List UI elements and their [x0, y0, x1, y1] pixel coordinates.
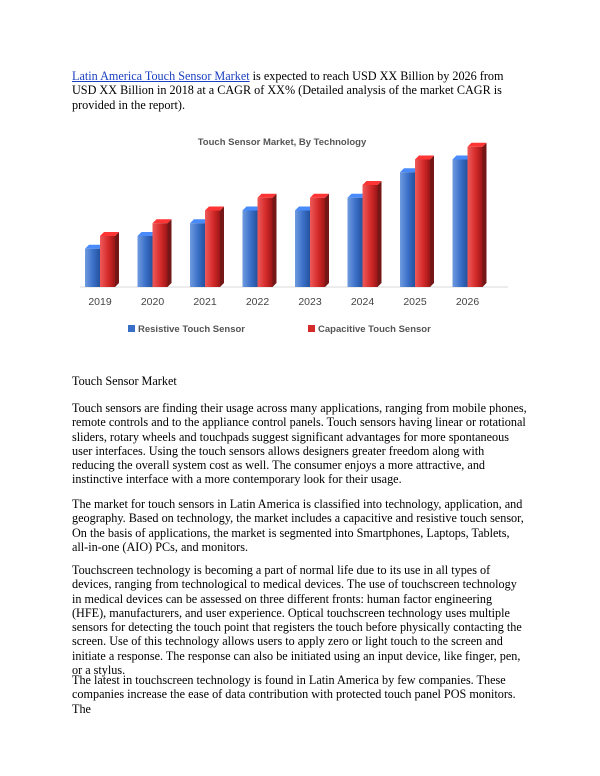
- bar-capacitive-2021: [205, 207, 224, 288]
- x-tick-labels: [88, 296, 479, 308]
- bar-capacitive-2019: [100, 232, 119, 287]
- bar-group: [85, 143, 487, 287]
- bar-capacitive-2022: [258, 194, 277, 287]
- paragraph-3: Touchscreen technology is becoming a part of normal life due to its use in all types of devices, ranging from technological to medical devices. The use of touchscreen technology in medical devices can be assessed on three different fronts: human factor engineering (HFE), manufacturers, and user experience. Optical touchscreen technology uses multiple sensors for detecting the touch point that registers the touch before physically contacting the screen. Use of this technology allows users to apply zero or light touch to the screen and initiate a response. The response can also be initiated using an input device, like finger, pen, or a stylus.: [72, 563, 522, 678]
- touch-sensor-chart: [72, 126, 520, 348]
- chart-title: Touch Sensor Market, By Technology: [197, 137, 367, 148]
- x-tick-label-2019: 2019: [88, 296, 112, 308]
- section-heading: Touch Sensor Market: [72, 374, 177, 388]
- paragraph-2: The market for touch sensors in Latin America is classified into technology, application, and geography. Based on technology, the market includes a capacitive and resistive touch sensor, On the basis of applications, the market is segmented into Smartphones, Laptops, Tablets, all-in-one (AIO) PCs, and monitors.: [72, 497, 524, 554]
- x-tick-label-2024: 2024: [350, 296, 375, 308]
- paragraph-4: The latest in touchscreen technology is found in Latin America by few companies. These companies increase the ease of data contribution with protected touch panel POS monitors. The: [72, 673, 516, 716]
- legend-label: Capacitive Touch Sensor: [318, 324, 431, 335]
- chart-legend: [128, 324, 431, 335]
- x-tick-label-2023: 2023: [298, 296, 322, 308]
- legend-swatch: [128, 325, 135, 332]
- intro-paragraph: [72, 69, 528, 112]
- market-report-link[interactable]: Latin America Touch Sensor Market: [72, 69, 250, 83]
- bar-capacitive-2020: [153, 219, 172, 287]
- x-tick-label-2026: 2026: [455, 296, 480, 308]
- legend-swatch: [308, 325, 315, 332]
- chart-canvas: [72, 126, 520, 348]
- x-tick-label-2022: 2022: [245, 296, 270, 308]
- bar-capacitive-2026: [468, 143, 487, 287]
- legend-item-capacitive: [308, 324, 431, 335]
- x-tick-label-2020: 2020: [140, 296, 165, 308]
- bar-capacitive-2025: [415, 156, 434, 288]
- x-tick-label-2025: 2025: [403, 296, 427, 308]
- bar-capacitive-2024: [363, 181, 382, 287]
- legend-label: Resistive Touch Sensor: [138, 324, 245, 335]
- paragraph-1: Touch sensors are finding their usage across many applications, ranging from mobile phones, remote controls and to the appliance control panels. Touch sensors having linear or rotational sliders, rotary wheels and touchpads suggest significant advantages for more spontaneous user interfaces. Using the touch sensors allows designers greater freedom along with reducing the overall system cost as well. The consumer enjoys a more attractive, and instinctive interface with a more contemporary look for their usage.: [72, 401, 527, 487]
- bar-capacitive-2023: [310, 194, 329, 287]
- x-tick-label-2021: 2021: [193, 296, 217, 308]
- intro-text: is expected to reach USD XX Billion by 2026 from USD XX Billion in 2018 at a CAGR of XX% (Detailed analysis of the market CAGR is provided in the report).: [72, 69, 504, 112]
- legend-item-resistive: [128, 324, 245, 335]
